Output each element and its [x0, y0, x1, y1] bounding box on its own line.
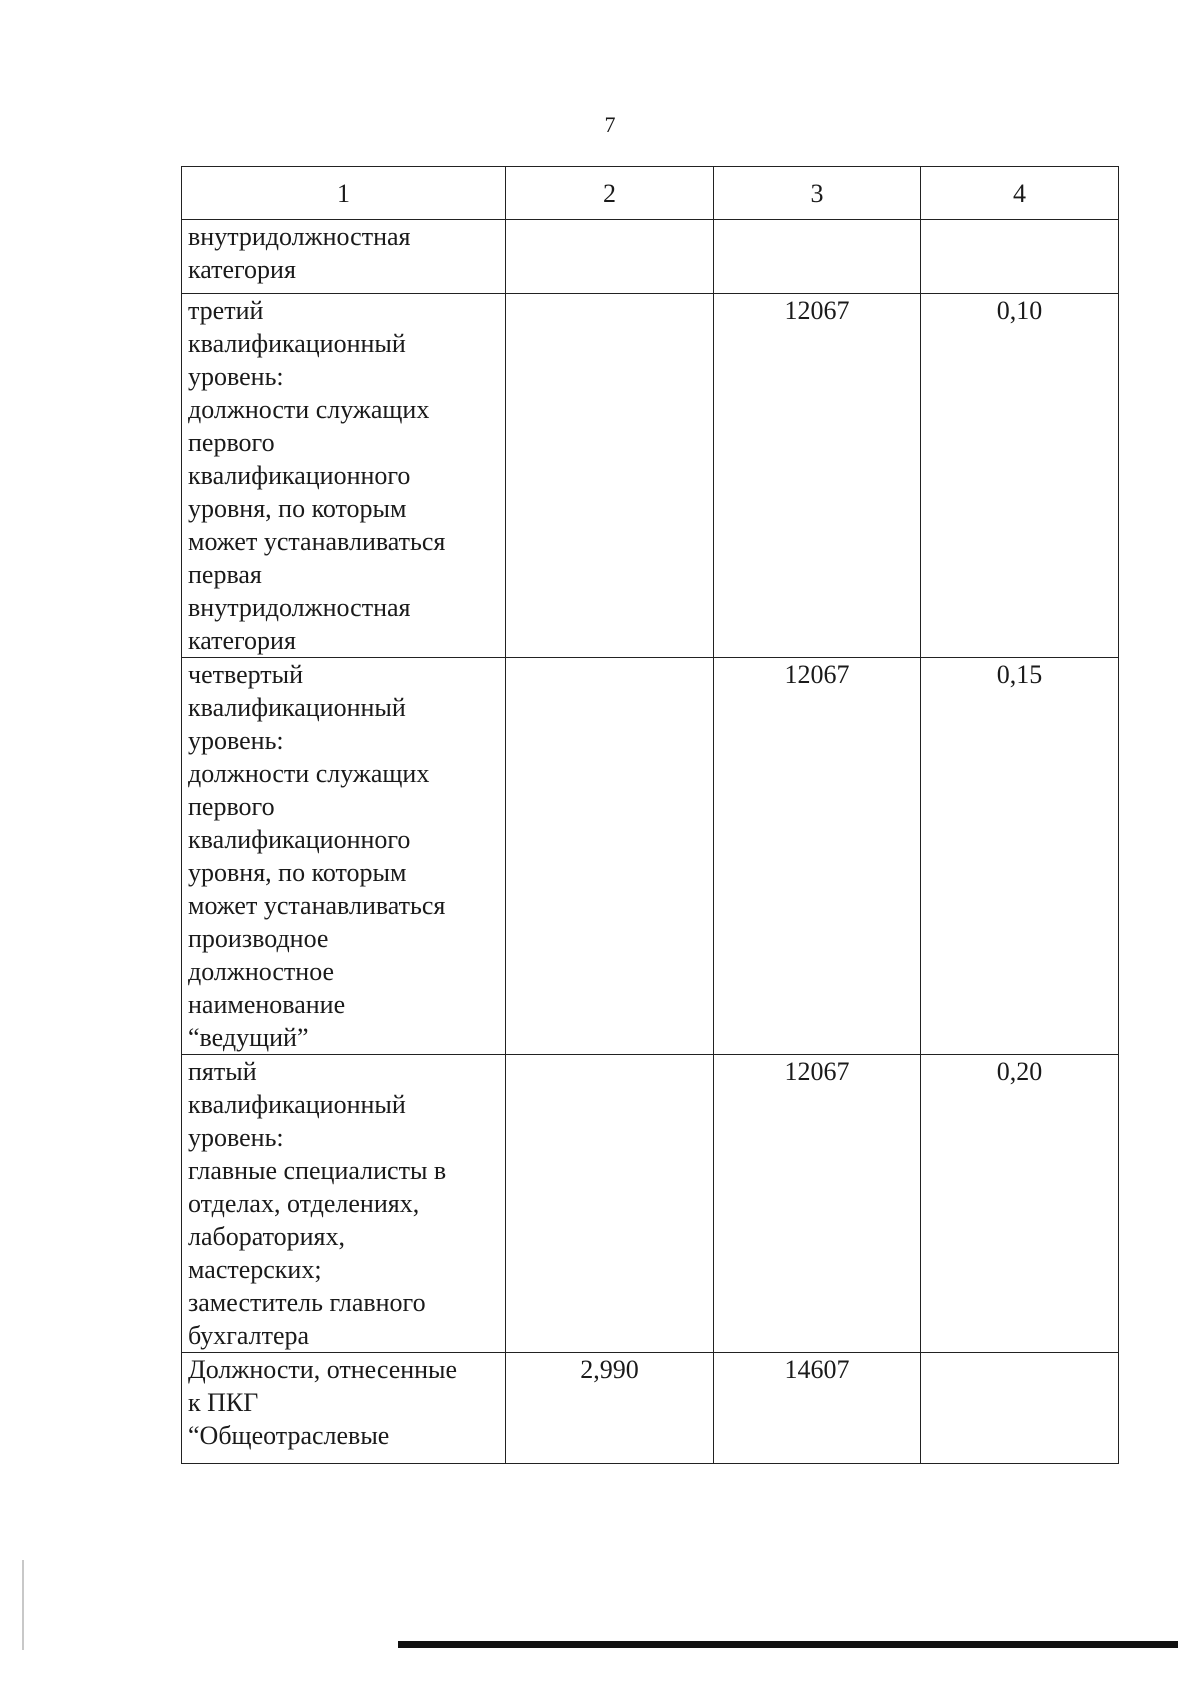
salary-table	[181, 166, 1119, 1464]
table-row	[182, 658, 1119, 1055]
column-header-4: 4	[921, 167, 1119, 220]
coefficient-cell	[506, 658, 714, 1055]
table-row	[182, 294, 1119, 658]
increase-cell: 0,10	[921, 294, 1119, 658]
salary-cell: 14607	[714, 1353, 921, 1464]
increase-cell	[921, 220, 1119, 294]
position-cell: внутридолжностная категория	[182, 220, 506, 294]
column-header-2: 2	[506, 167, 714, 220]
scan-edge-bar	[398, 1641, 1178, 1648]
position-cell: пятый квалификационный уровень: главные специалисты в отделах, отделениях, лабораториях, мастерских; заместитель главного бухгалтера	[182, 1055, 506, 1353]
position-cell: третий квалификационный уровень: должности служащих первого квалификационного уровня, по которым может устанавливаться первая внутридолжностная категория	[182, 294, 506, 658]
column-header-1: 1	[182, 167, 506, 220]
increase-cell	[921, 1353, 1119, 1464]
salary-cell	[714, 220, 921, 294]
coefficient-cell: 2,990	[506, 1353, 714, 1464]
page-number: 7	[604, 112, 616, 137]
coefficient-cell	[506, 294, 714, 658]
position-cell: Должности, отнесенные к ПКГ “Общеотраслевые	[182, 1353, 506, 1464]
increase-cell: 0,15	[921, 658, 1119, 1055]
table-row	[182, 1055, 1119, 1353]
table-row	[182, 1353, 1119, 1464]
increase-cell: 0,20	[921, 1055, 1119, 1353]
salary-cell: 12067	[714, 1055, 921, 1353]
coefficient-cell	[506, 1055, 714, 1353]
table-row	[182, 220, 1119, 294]
coefficient-cell	[506, 220, 714, 294]
position-cell: четвертый квалификационный уровень: должности служащих первого квалификационного уровня, по которым может устанавливаться производное должностное наименование “ведущий”	[182, 658, 506, 1055]
column-header-3: 3	[714, 167, 921, 220]
table-header-row	[182, 167, 1119, 220]
salary-cell: 12067	[714, 658, 921, 1055]
scan-margin-mark	[22, 1560, 24, 1650]
salary-cell: 12067	[714, 294, 921, 658]
